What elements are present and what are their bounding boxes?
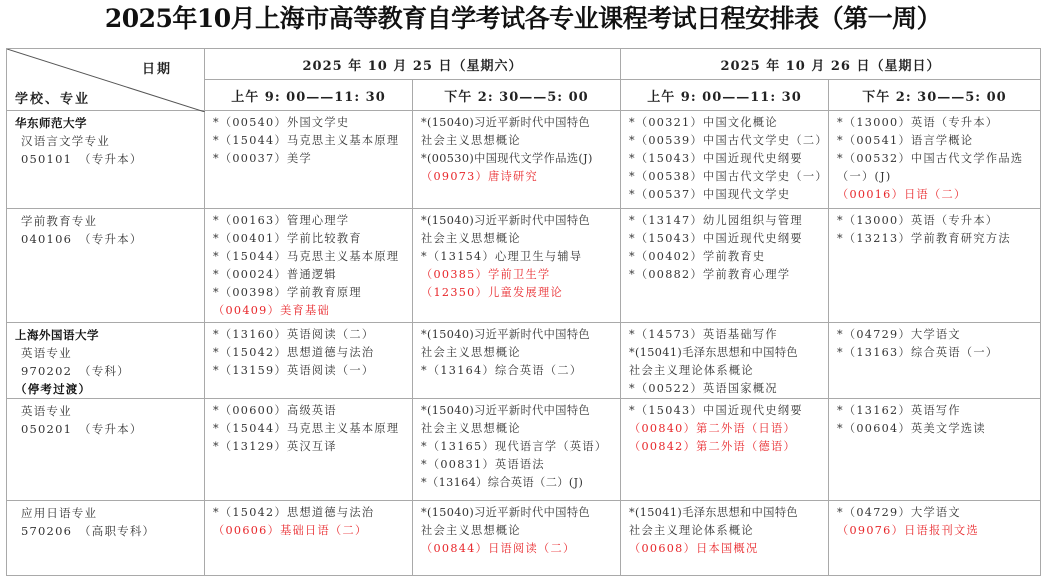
course-item: *（04729）大学语文 (837, 506, 961, 519)
course-item: *（00037）美学 (213, 152, 312, 165)
course-item: *(15040)习近平新时代中国特色 (421, 116, 590, 129)
course-item: *（13162）英语写作 (837, 404, 961, 417)
elective-course-item: （09076）日语报刊文选 (837, 524, 979, 537)
course-item: *（00539）中国古代文学史（二） (629, 134, 828, 147)
major-code-level: 050201 （专升本） (21, 422, 143, 436)
course-item: *（13154）心理卫生与辅导 (421, 250, 583, 263)
major-code-level: 050101 （专升本） (21, 152, 143, 166)
course-item: *（13160）英语阅读（二） (213, 328, 375, 341)
exam-cell-sat-am (205, 501, 413, 576)
exam-cell-sat-am (205, 111, 413, 209)
elective-course-item: （00842）第二外语（德语） (629, 440, 796, 453)
course-item: *（13163）综合英语（一） (837, 346, 999, 359)
elective-course-item: （00844）日语阅读（二） (421, 542, 576, 555)
major-code-level: 970202 （专科） (21, 364, 130, 378)
major-name: 学前教育专业 (21, 214, 98, 228)
elective-course-item: （12350）儿童发展理论 (421, 286, 563, 299)
elective-course-item: （00608）日本国概况 (629, 542, 759, 555)
table-row (7, 399, 1041, 501)
exam-cell-sat-am (205, 323, 413, 399)
major-name: 英语专业 (21, 346, 72, 360)
course-item: *（00604）英美文学选读 (837, 422, 986, 435)
exam-cell-sun-pm (829, 209, 1041, 323)
course-item: *（00831）英语语法 (421, 458, 545, 471)
course-item: *(15040)习近平新时代中国特色 (421, 214, 590, 227)
course-item: *（00882）学前教育心理学 (629, 268, 791, 281)
course-item: *(15040)习近平新时代中国特色 (421, 404, 590, 417)
course-item: *(15041)毛泽东思想和中国特色 (629, 346, 798, 359)
course-item: 社会主义思想概论 (421, 524, 521, 537)
session-header-sat-pm: 下午 2: 30——5: 00 (413, 80, 621, 111)
elective-course-item: （00385）学前卫生学 (421, 268, 551, 281)
course-item: *（15043）中国近现代史纲要 (629, 152, 803, 165)
course-item: *（00537）中国现代文学史 (629, 188, 791, 201)
course-item: *（13129）英汉互译 (213, 440, 337, 453)
exam-cell-sun-am (621, 399, 829, 501)
elective-course-item: （00016）日语（二） (837, 188, 967, 201)
course-item: 社会主义理论体系概论 (629, 364, 754, 377)
school-major-cell (7, 323, 205, 399)
exam-cell-sat-pm (413, 399, 621, 501)
university-name: 上海外国语大学 (15, 328, 99, 342)
course-item: *（15042）思想道德与法治 (213, 346, 375, 359)
course-item: *（00541）语言学概论 (837, 134, 974, 147)
session-header-sun-pm: 下午 2: 30——5: 00 (829, 80, 1041, 111)
course-item: （一）(J) (837, 170, 892, 183)
school-major-cell (7, 501, 205, 576)
course-item: *（00600）高级英语 (213, 404, 337, 417)
course-item: *（00398）学前教育原理 (213, 286, 362, 299)
course-item: *（00321）中国文化概论 (629, 116, 778, 129)
exam-cell-sun-pm (829, 501, 1041, 576)
exam-cell-sun-pm (829, 111, 1041, 209)
course-item: *（00532）中国古代文学作品选 (837, 152, 1024, 165)
major-name: 英语专业 (21, 404, 72, 418)
course-item: 社会主义思想概论 (421, 232, 521, 245)
course-item: *（13164）综合英语（二） (421, 364, 583, 377)
course-item: *（13000）英语（专升本） (837, 214, 999, 227)
session-header-sat-am: 上午 9: 00——11: 30 (205, 80, 413, 111)
course-item: *（13147）幼儿园组织与管理 (629, 214, 803, 227)
exam-cell-sun-am (621, 323, 829, 399)
table-row (7, 209, 1041, 323)
major-name: 汉语言文学专业 (21, 134, 110, 148)
corner-header-cell (7, 49, 205, 111)
course-item: *（13164）综合英语（二）(J) (421, 476, 584, 489)
course-item: *(15040)习近平新时代中国特色 (421, 328, 590, 341)
exam-schedule-table (6, 48, 1041, 576)
course-item: *(15041)毛泽东思想和中国特色 (629, 506, 798, 519)
exam-cell-sun-am (621, 209, 829, 323)
course-item: *（15043）中国近现代史纲要 (629, 404, 803, 417)
course-item: *（13213）学前教育研究方法 (837, 232, 1011, 245)
session-header-sun-am: 上午 9: 00——11: 30 (621, 80, 829, 111)
course-item: *（13165）现代语言学（英语） (421, 440, 608, 453)
elective-course-item: （00840）第二外语（日语） (629, 422, 796, 435)
elective-course-item: （09073）唐诗研究 (421, 170, 539, 183)
school-major-cell (7, 209, 205, 323)
exam-cell-sat-am (205, 399, 413, 501)
course-item: *（15044）马克思主义基本原理 (213, 134, 400, 147)
course-item: *（00540）外国文学史 (213, 116, 350, 129)
major-code-level: 570206 （高职专科） (21, 524, 156, 538)
course-item: *（14573）英语基础写作 (629, 328, 778, 341)
course-item: *(00530)中国现代文学作品选(J) (421, 152, 593, 165)
course-item: 社会主义理论体系概论 (629, 524, 754, 537)
day-header-sun: 2025 年 10 月 26 日（星期日） (621, 49, 1041, 80)
school-major-cell (7, 399, 205, 501)
course-item: *（00402）学前教育史 (629, 250, 766, 263)
table-row (7, 111, 1041, 209)
day-header-sat: 2025 年 10 月 25 日（星期六） (205, 49, 621, 80)
course-item: *（00024）普通逻辑 (213, 268, 337, 281)
course-item: *（00401）学前比较教育 (213, 232, 362, 245)
course-item: *（15043）中国近现代史纲要 (629, 232, 803, 245)
elective-course-item: （00409）美育基础 (213, 304, 331, 317)
course-item: *（13159）英语阅读（一） (213, 364, 375, 377)
course-item: *（15042）思想道德与法治 (213, 506, 375, 519)
exam-cell-sat-pm (413, 501, 621, 576)
table-row (7, 501, 1041, 576)
corner-school-label: 学校、专业 (15, 92, 91, 107)
exam-cell-sat-pm (413, 209, 621, 323)
university-name: 华东师范大学 (15, 116, 87, 130)
elective-course-item: （00606）基础日语（二） (213, 524, 368, 537)
school-major-cell (7, 111, 205, 209)
course-item: *（00163）管理心理学 (213, 214, 350, 227)
major-name: 应用日语专业 (21, 506, 98, 520)
exam-cell-sat-am (205, 209, 413, 323)
page-title: 2025年10月上海市高等教育自学考试各专业课程考试日程安排表（第一周） (104, 4, 942, 33)
course-item: *（00538）中国古代文学史（一） (629, 170, 828, 183)
course-item: *（15044）马克思主义基本原理 (213, 422, 400, 435)
exam-cell-sun-am (621, 111, 829, 209)
exam-cell-sun-pm (829, 399, 1041, 501)
table-row (7, 323, 1041, 399)
corner-date-label: 日期 (141, 62, 172, 77)
course-item: *（00522）英语国家概况 (629, 382, 778, 395)
exam-cell-sat-pm (413, 323, 621, 399)
status-note: （停考过渡） (15, 382, 92, 396)
exam-cell-sun-am (621, 501, 829, 576)
major-code-level: 040106 （专升本） (21, 232, 143, 246)
course-item: 社会主义思想概论 (421, 134, 521, 147)
course-item: *（13000）英语（专升本） (837, 116, 999, 129)
course-item: 社会主义思想概论 (421, 422, 521, 435)
exam-cell-sat-pm (413, 111, 621, 209)
exam-cell-sun-pm (829, 323, 1041, 399)
course-item: *（04729）大学语文 (837, 328, 961, 341)
course-item: 社会主义思想概论 (421, 346, 521, 359)
course-item: *（15044）马克思主义基本原理 (213, 250, 400, 263)
course-item: *(15040)习近平新时代中国特色 (421, 506, 590, 519)
